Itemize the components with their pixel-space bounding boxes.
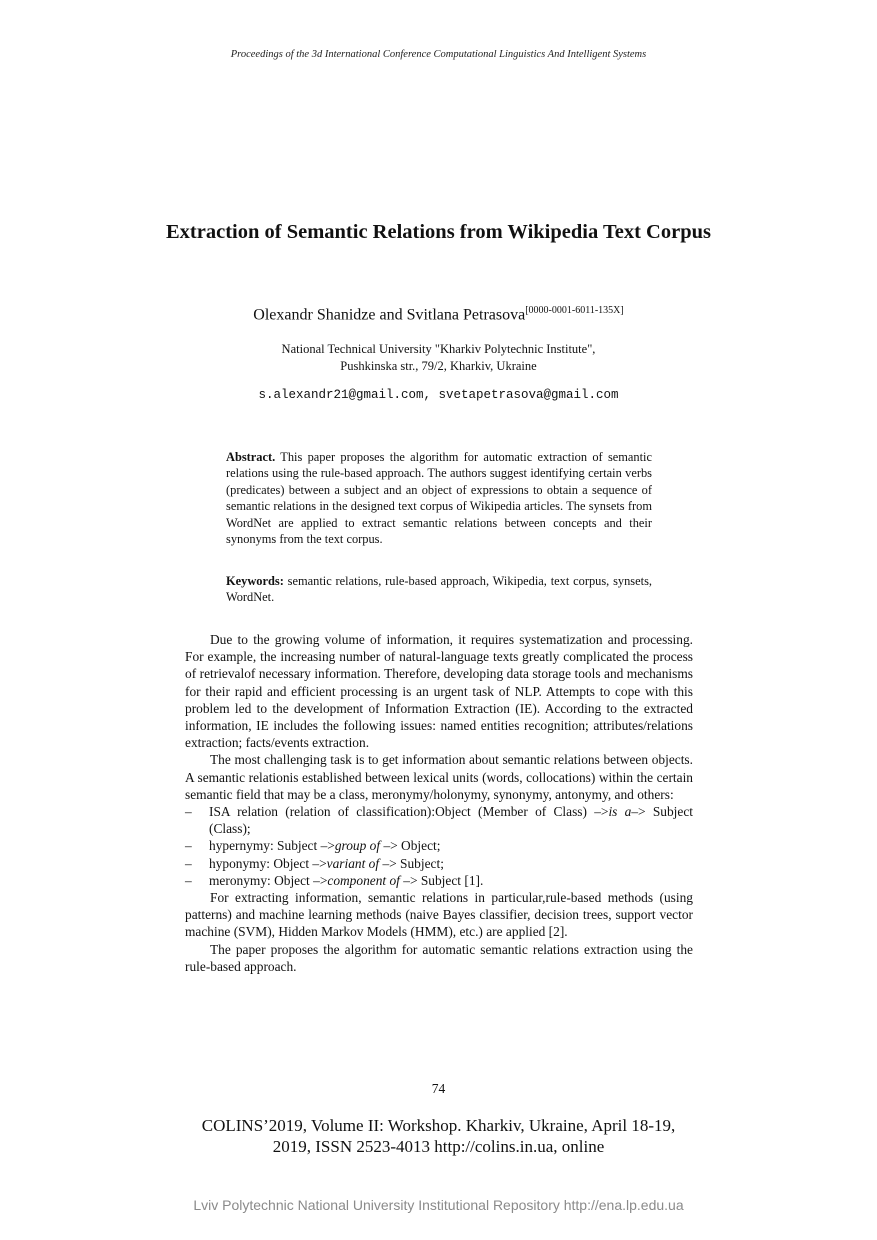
list-item-text-end: –> Object; xyxy=(380,838,441,854)
list-item xyxy=(185,837,693,854)
orcid-id: [0000-0001-6011-135X] xyxy=(525,305,624,316)
conference-footer xyxy=(160,1115,717,1157)
keywords-label: Keywords: xyxy=(226,574,284,588)
list-dash: – xyxy=(185,838,192,854)
affiliation xyxy=(0,341,877,375)
list-item-relation: is a xyxy=(608,804,632,820)
abstract xyxy=(226,449,652,547)
author-names: Olexandr Shanidze and Svitlana Petrasova xyxy=(253,306,526,324)
authors xyxy=(0,305,877,324)
list-item-text: meronymy: Object –> xyxy=(209,872,328,888)
list-item-relation: variant of xyxy=(326,855,380,871)
list-dash: – xyxy=(185,855,192,871)
paragraph-4: The paper proposes the algorithm for automatic semantic relations extraction using the rule-based approach. xyxy=(185,941,693,974)
list-item-relation: group of xyxy=(334,838,381,854)
repository-footer: Lviv Polytechnic National University Institutional Repository http://ena.lp.edu.ua xyxy=(193,1197,684,1213)
paragraph-2: The most challenging task is to get information about semantic relations between objects. A semantic relationis established between lexical units (words, collocations) within the certain semantic field that may be a class, meronymy/holonymy, synonymy, antonymy, and others: xyxy=(185,752,693,802)
body-text xyxy=(185,631,693,975)
list-item-text: ISA relation (relation of classification):Object (Member of Class) –> xyxy=(209,804,609,820)
list-item xyxy=(185,803,693,837)
list-item-relation: component of xyxy=(327,872,400,888)
list-item xyxy=(185,855,693,872)
paragraph-3: For extracting information, semantic relations in particular,rule-based methods (using patterns) and machine learning methods (naive Bayes classifier, decision trees, support vector machine (SVM), Hidden Markov Models (HMM), etc.) are applied [2]. xyxy=(185,890,693,940)
abstract-label: Abstract. xyxy=(226,450,276,464)
relation-list xyxy=(185,803,693,889)
list-item xyxy=(185,872,693,889)
affiliation-line-2: Pushkinska str., 79/2, Kharkiv, Ukraine xyxy=(340,359,537,373)
list-item-text-end: –> Subject [1]. xyxy=(399,872,484,888)
paper-title: Extraction of Semantic Relations from Wikipedia Text Corpus xyxy=(166,221,711,243)
paragraph-1: Due to the growing volume of information, it requires systematization and processing. For example, the increasing number of natural-language texts greatly complicated the process of retrievalof necessary information. Therefore, developing data storage tools and mechanisms for their rapid and efficient processing is an urgent task of NLP. Attempts to cope with this problem led to the development of Information Extraction (IE). According to the extracted information, IE includes the following issues: named entities recognition; attributes/relations extraction; facts/events extraction. xyxy=(185,632,693,751)
list-dash: – xyxy=(185,872,192,888)
list-item-text-end: –> Subject (Class); xyxy=(209,804,693,837)
list-item-text: hyponymy: Object –> xyxy=(209,855,327,871)
conference-footer-line-2: 2019, ISSN 2523-4013 http://colins.in.ua, online xyxy=(272,1137,605,1156)
list-item-text: hypernymy: Subject –> xyxy=(209,838,335,854)
page-number: 74 xyxy=(431,1081,446,1096)
keywords-text: semantic relations, rule-based approach, Wikipedia, text corpus, synsets, WordNet. xyxy=(226,574,652,605)
affiliation-line-1: National Technical University "Kharkiv Polytechnic Institute", xyxy=(281,342,596,356)
running-head: Proceedings of the 3d International Conference Computational Linguistics And Intelligent Systems xyxy=(230,49,647,60)
keywords xyxy=(226,573,652,606)
abstract-text: This paper proposes the algorithm for automatic extraction of semantic relations using the rule-based approach. The authors suggest identifying certain verbs (predicates) between a subject and an object of expressions to obtain a sequence of semantic relations in the designed text corpus of Wikipedia articles. The synsets from WordNet are applied to extract semantic relations between concepts and their synonyms from the text corpus. xyxy=(226,450,653,547)
list-dash: – xyxy=(185,804,192,820)
conference-footer-line-1: COLINS’2019, Volume II: Workshop. Kharkiv, Ukraine, April 18-19, xyxy=(201,1116,676,1135)
list-item-text-end: –> Subject; xyxy=(379,855,444,871)
author-emails: s.alexandr21@gmail.com, svetapetrasova@gmail.com xyxy=(258,388,619,402)
